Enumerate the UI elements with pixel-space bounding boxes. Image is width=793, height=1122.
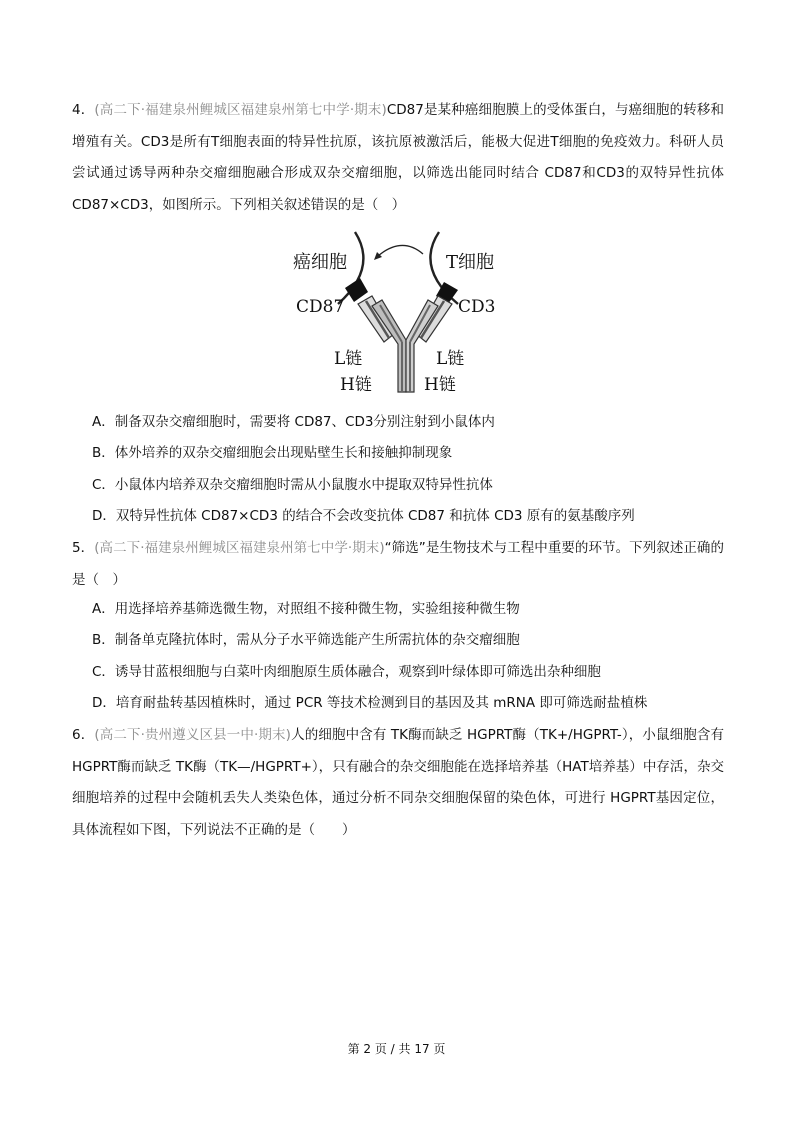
label-h-chain-left: H链 <box>340 375 372 395</box>
bispecific-antibody-diagram <box>290 226 520 402</box>
cd87-antigen <box>345 278 368 302</box>
label-l-chain-left: L链 <box>334 349 363 369</box>
label-l-chain-right: L链 <box>436 349 465 369</box>
question-6 <box>72 720 724 846</box>
arrow-icon <box>378 245 423 256</box>
page-footer: 第 2 页 / 共 17 页 <box>347 1042 446 1056</box>
question-text: 人的细胞中含有 TK酶而缺乏 HGPRT酶（TK+/HGPRT-），小鼠细胞含有HGPRT酶而缺乏 TK酶（TK—/HGPRT+），只有融合的杂交细胞能在选择培养基（HAT培养基）中存活，杂交细胞培养的过程中会随机丢失人类染色体，通过分析不同杂交细胞保留的染色体，可进行 HGPRT基因定位，具体流程如下图，下列说法不正确的是（ ） <box>72 727 724 838</box>
q5-option-b: B．制备单克隆抗体时，需从分子水平筛选能产生所需抗体的杂交瘤细胞 <box>92 632 520 648</box>
label-cd3: CD3 <box>458 297 496 317</box>
q5-option-a: A．用选择培养基筛选微生物，对照组不接种微生物，实验组接种微生物 <box>92 601 520 617</box>
question-number: 4． <box>72 102 95 118</box>
label-cancer-cell: 癌细胞 <box>293 252 347 273</box>
question-text: “筛选”是生物技术与工程中重要的环节。下列叙述正确的是（ ） <box>72 540 724 588</box>
question-source: (高二下·贵州遵义区县一中·期末) <box>94 727 291 743</box>
q4-option-c: C．小鼠体内培养双杂交瘤细胞时需从小鼠腹水中提取双特异性抗体 <box>92 477 493 493</box>
label-t-cell: T细胞 <box>446 252 495 273</box>
question-5 <box>72 533 724 596</box>
q4-option-d: D．双特异性抗体 CD87×CD3 的结合不会改变抗体 CD87 和抗体 CD3 原有的氨基酸序列 <box>92 508 635 524</box>
q4-option-a: A．制备双杂交瘤细胞时，需要将 CD87、CD3分别注射到小鼠体内 <box>92 414 495 430</box>
q5-option-c: C．诱导甘蓝根细胞与白菜叶肉细胞原生质体融合，观察到叶绿体即可筛选出杂种细胞 <box>92 664 601 680</box>
label-cd87: CD87 <box>296 297 345 317</box>
question-source: (高二下·福建泉州鲤城区福建泉州第七中学·期末) <box>94 540 385 556</box>
label-h-chain-right: H链 <box>424 375 456 395</box>
question-4 <box>72 95 724 221</box>
question-number: 5． <box>72 540 95 556</box>
question-number: 6． <box>72 727 95 743</box>
question-text: CD87是某种癌细胞膜上的受体蛋白，与癌细胞的转移和增殖有关。CD3是所有T细胞表面的特异性抗原，该抗原被激活后，能极大促进T细胞的免疫效力。科研人员尝试通过诱导两种杂交瘤细胞融合形成双杂交瘤细胞，以筛选出能同时结合 CD87和CD3的双特异性抗体 CD87×CD3，如图所示。下列相关叙述错误的是（ ） <box>72 102 725 213</box>
question-source: (高二下·福建泉州鲤城区福建泉州第七中学·期末) <box>94 102 387 118</box>
q5-option-d: D．培育耐盐转基因植株时，通过 PCR 等技术检测到目的基因及其 mRNA 即可筛选耐盐植株 <box>92 695 648 711</box>
left-h-chain <box>372 300 406 392</box>
q4-option-b: B．体外培养的双杂交瘤细胞会出现贴壁生长和接触抑制现象 <box>92 445 453 461</box>
